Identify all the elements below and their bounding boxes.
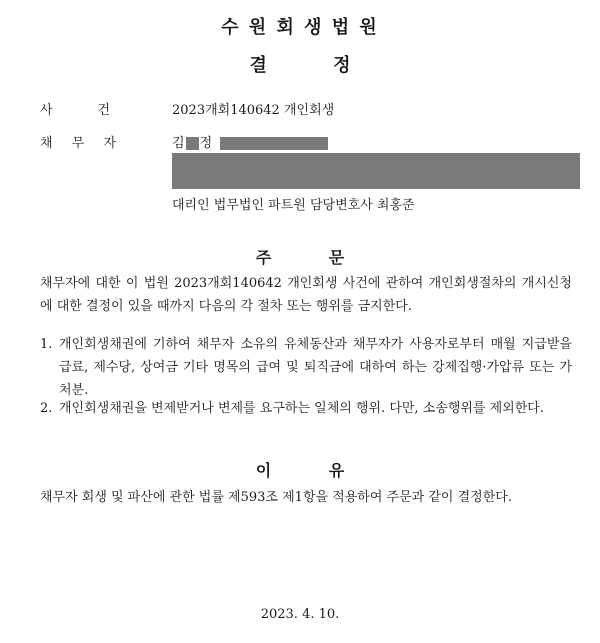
case-label-char: 건	[97, 103, 110, 118]
decision-date: 2023. 4. 10.	[260, 607, 340, 622]
order-item-text: 개인회생채권을 변제받거나 변제를 요구하는 일체의 행위. 다만, 소송행위를 제외한다.	[59, 401, 544, 416]
order-item-text: 개인회생채권에 기하여 채무자 소유의 유체동산과 채무자가 사용자로부터 매월 지급받을 급료, 제수당, 상여금 기타 명목의 급여 및 퇴직금에 대하여 하는 강제집행·가압류 또는 가처분.	[59, 337, 572, 398]
case-number: 2023개회140642 개인회생	[172, 103, 335, 118]
redaction-mark	[220, 137, 328, 150]
debtor-name	[172, 132, 328, 151]
order-item	[40, 333, 572, 402]
redaction-mark	[186, 137, 199, 150]
document-type-title: 결 정	[249, 55, 351, 76]
order-intro: 채무자에 대한 이 법원 2023개회140642 개인회생 사건에 관하여 개인회생절차의 개시신청에 대한 결정이 있을 때까지 다음의 각 절차 또는 행위를 금지한다.	[40, 276, 572, 314]
order-item-number: 2.	[40, 401, 53, 416]
case-label	[40, 99, 110, 118]
court-name: 수 원 회 생 법 원	[221, 17, 379, 38]
case-label-char: 사	[40, 103, 53, 118]
debtor-name-prefix: 김	[172, 136, 185, 151]
debtor-label-char: 채	[40, 136, 53, 151]
debtor-label	[40, 132, 116, 151]
debtor-label-char: 자	[103, 136, 116, 151]
address-redaction-block	[172, 153, 580, 189]
reason-text: 채무자 회생 및 파산에 관한 법률 제593조 제1항을 적용하여 주문과 같이 결정한다.	[40, 490, 512, 505]
reason-heading: 이 유	[255, 461, 345, 480]
debtor-name-suffix: 정	[199, 136, 213, 151]
representative: 대리인 법무법인 파트원 담당변호사 최홍준	[172, 198, 415, 213]
order-heading: 주 문	[255, 248, 345, 267]
debtor-label-char: 무	[71, 136, 85, 151]
order-item	[40, 397, 572, 420]
order-item-number: 1.	[40, 337, 53, 352]
